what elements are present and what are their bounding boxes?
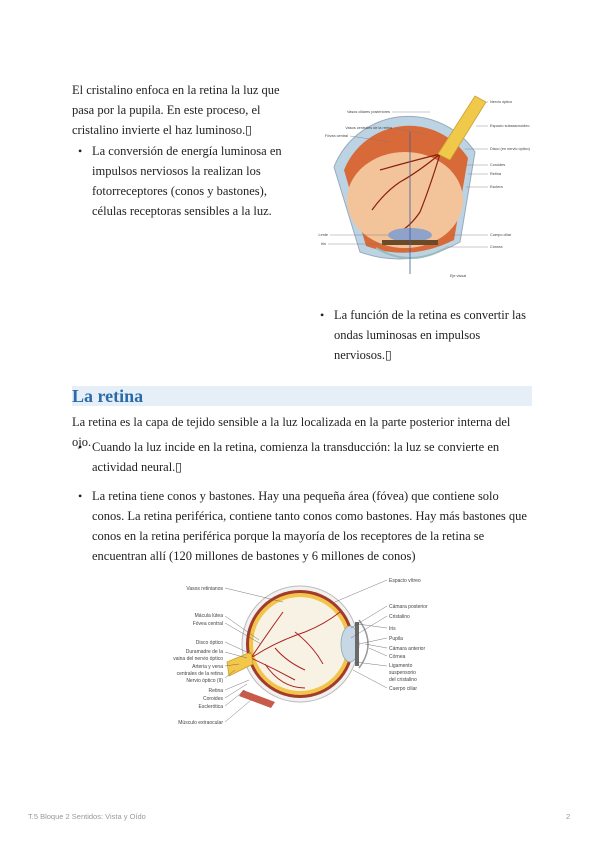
- label-fovea-central: Fóvea central: [192, 621, 223, 627]
- label-eje-visual: Eje visual: [450, 274, 467, 278]
- label-esclerotica: Esclerótica: [198, 704, 223, 710]
- label-disco: Disco (en nervio óptico): [490, 147, 530, 151]
- label-arteria-vena: Arteria y vena: [192, 664, 223, 670]
- retina-function-bullet-list: [314, 305, 534, 374]
- label-cornea: Córnea: [490, 245, 503, 249]
- section-heading: [72, 386, 532, 406]
- intro-bullet-list: [72, 141, 290, 230]
- list-item: • La retina tiene conos y bastones. Hay una pequeña área (fóvea) que contiene solo conos. La retina periférica, contiene tanto conos como bastones. Hay más bastones que conos en la retina periférica porque la mayoría de los receptores de la retina se encuentran allí (120 millones de bastones y 6 millones de conos): [72, 486, 530, 566]
- list-item: • La conversión de energía luminosa en impulsos nerviosos la realizan los fotorreceptores (conos y bastones), células receptoras sensibles a la luz.: [72, 141, 290, 221]
- page-number: 2: [566, 812, 571, 821]
- label-espacio-vitreo: Espacio vítreo: [389, 578, 421, 584]
- list-item: • La función de la retina es convertir las ondas luminosas en impulsos nerviosos.▯: [314, 305, 534, 365]
- eyeball-vitreous: [253, 597, 347, 691]
- label-retina: Retina: [208, 688, 223, 694]
- label-camara-posterior: Cámara posterior: [389, 604, 428, 610]
- label-retina: Retina: [490, 172, 501, 176]
- section-bullet-list: [72, 437, 530, 575]
- label-nervio-optico: Nervio óptico: [490, 100, 513, 104]
- label-coroides: Coroides: [202, 696, 223, 702]
- label-fovea: Fóvea central: [324, 134, 348, 138]
- label-camara-anterior: Cámara anterior: [389, 646, 426, 652]
- label-centrales-retina: centrales de la retina: [176, 671, 223, 677]
- label-vasos-centrales: Vasos centrales de la retina: [345, 126, 392, 130]
- label-del-cristalino: del cristalino: [389, 677, 417, 683]
- section-intro: La retina es la capa de tejido sensible a la luz localizada en la parte posterior interna del ojo.: [72, 415, 511, 449]
- label-lente: Lente: [318, 233, 328, 237]
- label-cristalino: Cristalino: [389, 614, 410, 620]
- label-cuerpo-ciliar: Cuerpo ciliar: [389, 686, 418, 692]
- label-cuerpo-ciliar: Cuerpo ciliar: [490, 233, 512, 237]
- label-iris: Iris: [320, 242, 326, 246]
- intro-paragraph: El cristalino enfoca en la retina la luz que pasa por la pupila. En este proceso, el cristalino invierte el haz luminoso.▯: [72, 83, 280, 137]
- footer-title: T.5 Bloque 2 Sentidos: Vista y Oído: [28, 812, 146, 821]
- label-cornea: Córnea: [389, 654, 406, 660]
- label-pupila: Pupila: [389, 636, 403, 642]
- label-iris: Iris: [389, 626, 396, 632]
- label-ligamento: Ligamento: [389, 663, 413, 669]
- eye-diagram-figure: [300, 92, 530, 282]
- label-suspensorio: suspensorio: [389, 670, 416, 676]
- label-vaina-nervio-optico: vaina del nervio óptico: [173, 656, 223, 662]
- list-item: • Cuando la luz incide en la retina, comienza la transducción: la luz se convierte en actividad neural.▯: [72, 437, 530, 477]
- label-esclera: Esclera: [490, 185, 503, 189]
- iris: [355, 622, 359, 666]
- label-musculo-extraocular: Músculo extraocular: [178, 720, 223, 726]
- label-vasos-retinianos: Vasos retinianos: [186, 586, 223, 592]
- eye-anatomy-figure: [155, 572, 445, 737]
- label-disco-optico: Disco óptico: [195, 640, 223, 646]
- label-nervio-optico: Nervio óptico (II): [186, 678, 223, 684]
- label-vasos-ciliares: Vasos ciliares posteriores: [347, 110, 390, 114]
- label-duramadre: Duramadre de la: [185, 649, 223, 655]
- label-coroides: Coroides: [490, 163, 506, 167]
- section-heading-text: La retina: [72, 386, 144, 406]
- label-espacio: Espacio subaracnoideo: [490, 124, 530, 128]
- label-macula-lutea: Mácula lútea: [194, 613, 223, 619]
